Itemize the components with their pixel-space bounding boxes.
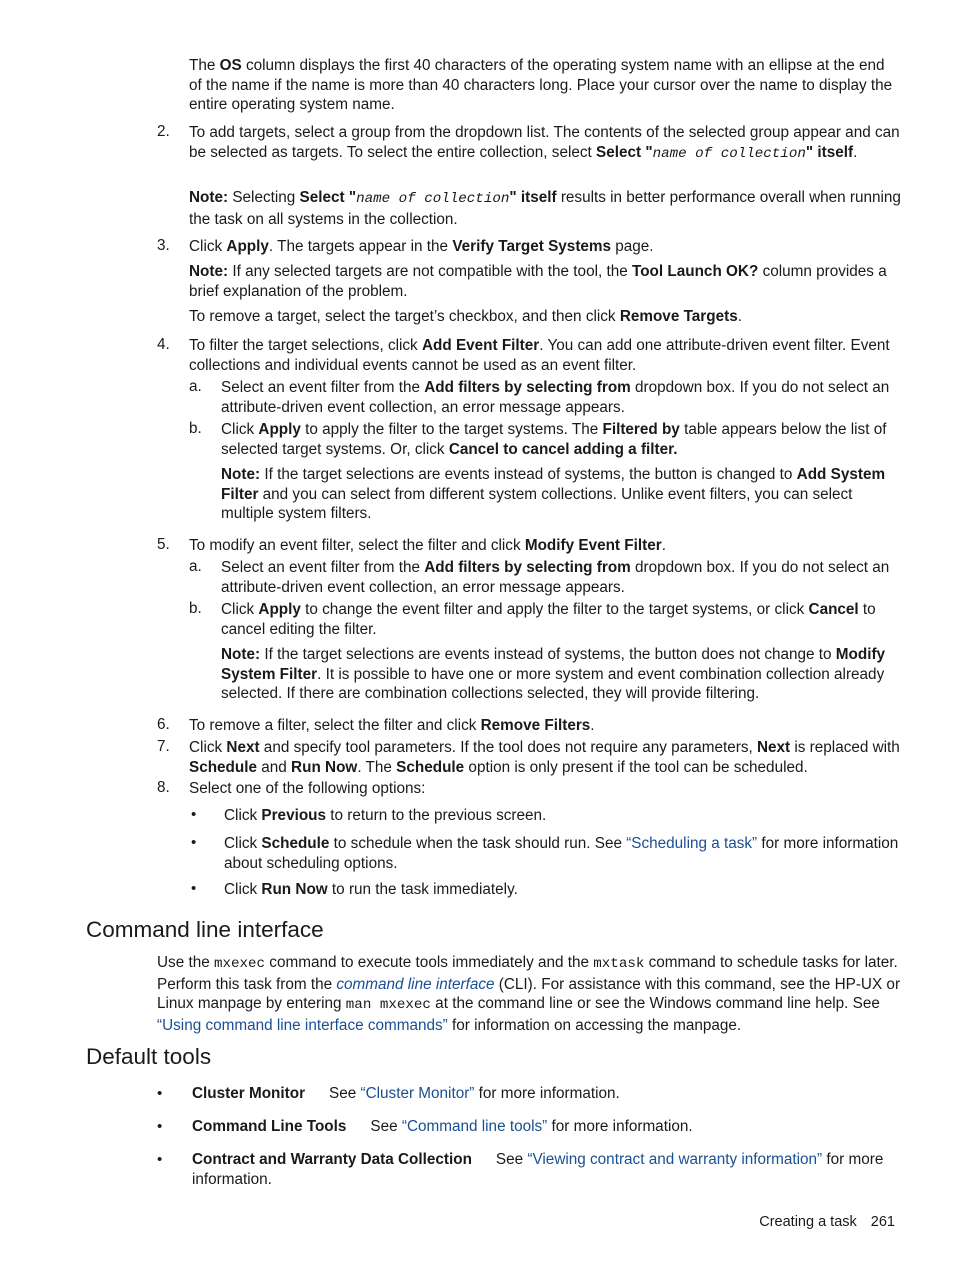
option-schedule: Click Schedule to schedule when the task should run. See “Scheduling a task” for more information about scheduling options. (224, 835, 899, 872)
step-5b-text: Click Apply to change the event filter and apply the filter to the target systems, or click Cancel to cancel editing the filter. (221, 601, 876, 638)
step-8-text: Select one of the following options: (189, 780, 426, 797)
tool-item-cluster-monitor: Cluster Monitor See “Cluster Monitor” for more information. (192, 1085, 620, 1102)
step-7-text: Click Next and specify tool parameters. If the tool does not require any parameters, Next is replaced with Schedule and Run Now. The Schedule option is only present if the tool can be scheduled. (189, 739, 900, 776)
step-number: 2. (157, 123, 170, 140)
step-3-text: Click Apply. The targets appear in the Verify Target Systems page. (189, 238, 654, 255)
bullet-icon: • (191, 834, 197, 851)
substep-letter: b. (189, 600, 202, 617)
step-4a-text: Select an event filter from the Add filters by selecting from dropdown box. If you do not select an attribute-driven event collection, an error message appears. (221, 379, 890, 416)
step-number: 8. (157, 779, 170, 796)
option-previous: Click Previous to return to the previous screen. (224, 807, 547, 824)
step-5a-text: Select an event filter from the Add filters by selecting from dropdown box. If you do not select an attribute-driven event collection, an error message appears. (221, 559, 890, 596)
bullet-icon: • (157, 1151, 163, 1168)
step-5-text: To modify an event filter, select the filter and click Modify Event Filter. (189, 537, 666, 554)
step-2-text: To add targets, select a group from the dropdown list. The contents of the selected group appear and can be selected as targets. To select the entire collection, select Select "name of collection" itself. (189, 124, 900, 162)
step-5-note: Note: If the target selections are events instead of systems, the button does not change to Modify System Filter. It is possible to have one or more system and event combination collection already selected. If there are combination collections selected, they will provide filtering. (221, 646, 886, 703)
section-heading-cli: Command line interface (86, 917, 324, 942)
step-number: 6. (157, 716, 170, 733)
section-heading-default-tools: Default tools (86, 1044, 212, 1069)
bullet-icon: • (157, 1118, 163, 1135)
step-number: 4. (157, 336, 170, 353)
step-3-note: Note: If any selected targets are not compatible with the tool, the Tool Launch OK? column provides a brief explanation of the problem. (189, 263, 887, 300)
bullet-icon: • (157, 1085, 163, 1102)
cli-glossary-link[interactable]: command line interface (336, 975, 495, 993)
step-4-text: To filter the target selections, click Add Event Filter. You can add one attribute-driven event filter. Event collections and individual events cannot be used as an event filter. (189, 337, 890, 374)
substep-letter: a. (189, 378, 202, 395)
command-line-tools-link[interactable]: “Command line tools” (401, 1118, 548, 1135)
step-number: 5. (157, 536, 170, 553)
os-column-paragraph: The OS column displays the first 40 characters of the operating system name with an ellipse at the end of the name if the name is more than 40 characters long. Place your cursor over the name to display the entire operating system name. (189, 57, 893, 114)
bullet-icon: • (191, 880, 197, 897)
step-number: 7. (157, 738, 170, 755)
footer-section-title: Creating a task (759, 1214, 857, 1230)
step-2-note: Note: Selecting Select "name of collection" itself results in better performance overall when running the task on all systems in the collection. (189, 189, 901, 228)
step-4-note: Note: If the target selections are events instead of systems, the button is changed to Add System Filter and you can select from different system collections. Unlike event filters, you can select multiple system filters. (221, 466, 886, 523)
step-number: 3. (157, 237, 170, 254)
contract-warranty-link[interactable]: “Viewing contract and warranty information” (527, 1151, 823, 1168)
tool-item-command-line-tools: Command Line Tools See “Command line tools” for more information. (192, 1118, 693, 1135)
tool-item-contract-warranty: Contract and Warranty Data Collection See “Viewing contract and warranty information” for more information. (192, 1151, 884, 1188)
using-cli-commands-link[interactable]: “Using command line interface commands” (157, 1016, 448, 1034)
substep-letter: a. (189, 558, 202, 575)
option-run-now: Click Run Now to run the task immediately. (224, 881, 518, 898)
step-3-remove-text: To remove a target, select the target’s checkbox, and then click Remove Targets. (189, 308, 742, 325)
cli-paragraph: Use the mxexec command to execute tools immediately and the mxtask command to schedule tasks for later. Perform this task from the command line interface (CLI). For assistance with this command, see the HP-UX or Linux manpage by entering man mxexec at the command line or see the Windows command line help. See “Using command line interface commands” for information on accessing the manpage. (157, 954, 901, 1034)
cluster-monitor-link[interactable]: “Cluster Monitor” (360, 1085, 475, 1102)
step-4b-text: Click Apply to apply the filter to the target systems. The Filtered by table appears below the list of selected target systems. Or, click Cancel to cancel adding a filter. (221, 421, 887, 458)
bullet-icon: • (191, 806, 197, 823)
substep-letter: b. (189, 420, 202, 437)
page-footer (759, 1214, 895, 1230)
scheduling-a-task-link[interactable]: “Scheduling a task” (626, 835, 758, 852)
step-6-text: To remove a filter, select the filter and click Remove Filters. (189, 717, 595, 734)
page-number: 261 (870, 1214, 895, 1230)
